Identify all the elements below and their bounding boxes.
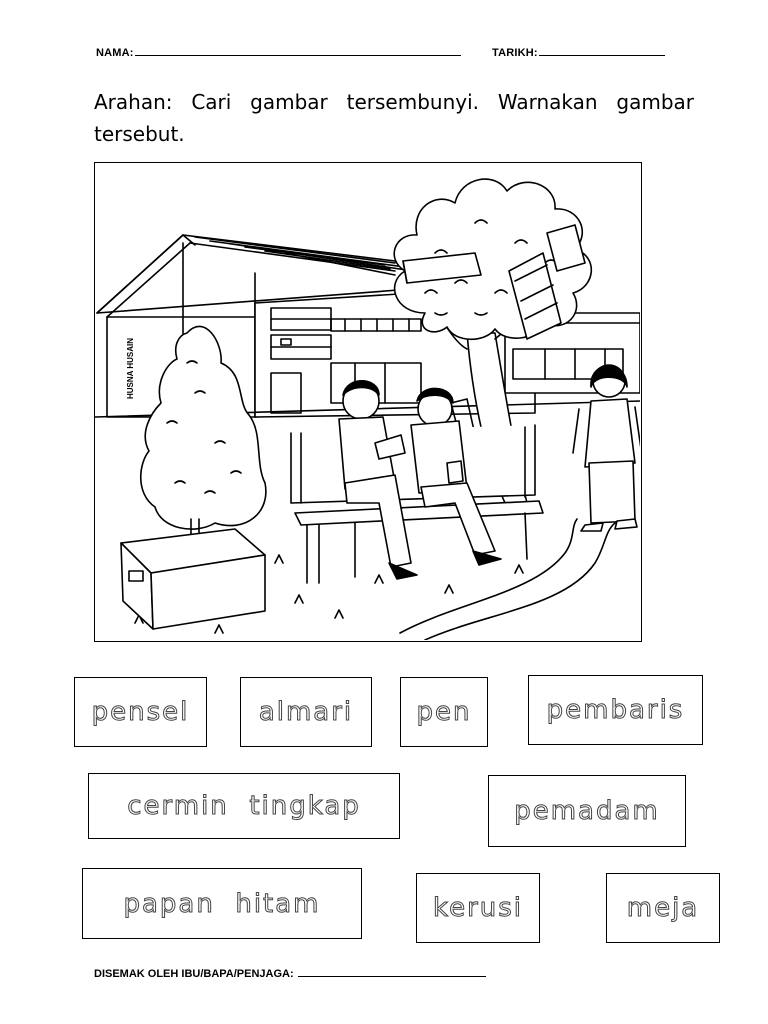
parent-signature-field[interactable] bbox=[94, 965, 486, 980]
parent-check-label: DISEMAK OLEH IBU/BAPA/PENJAGA: bbox=[94, 968, 294, 980]
word-box-cermin-tingkap[interactable] bbox=[88, 773, 400, 839]
hidden-picture-illustration[interactable] bbox=[94, 162, 642, 642]
name-blank-line[interactable] bbox=[135, 44, 461, 56]
date-label: TARIKH: bbox=[492, 47, 538, 59]
name-field[interactable] bbox=[96, 44, 461, 59]
parent-signature-line[interactable] bbox=[298, 965, 486, 977]
word-pemadam: pemadam bbox=[514, 796, 660, 826]
word-box-pen[interactable] bbox=[400, 677, 488, 747]
word-cermin-tingkap: cermin tingkap bbox=[127, 791, 361, 821]
word-pembaris: pembaris bbox=[546, 695, 685, 725]
illustrator-signature: HUSNA HUSAIN bbox=[126, 337, 135, 399]
word-pen: pen bbox=[416, 697, 472, 727]
name-label: NAMA: bbox=[96, 47, 134, 59]
instruction-text: Arahan: Cari gambar tersembunyi. Warnakan gambar tersebut. bbox=[94, 90, 694, 146]
word-almari: almari bbox=[258, 697, 354, 727]
word-papan-hitam: papan hitam bbox=[123, 888, 321, 919]
word-box-meja[interactable] bbox=[606, 873, 720, 943]
coloring-scene bbox=[95, 163, 640, 640]
word-box-kerusi[interactable] bbox=[416, 873, 540, 943]
word-pensel: pensel bbox=[91, 697, 190, 727]
word-box-pemadam[interactable] bbox=[488, 775, 686, 847]
date-field[interactable] bbox=[492, 44, 665, 59]
word-kerusi: kerusi bbox=[432, 893, 524, 923]
word-box-pensel[interactable] bbox=[74, 677, 207, 747]
word-meja: meja bbox=[626, 893, 700, 923]
word-box-almari[interactable] bbox=[240, 677, 372, 747]
date-blank-line[interactable] bbox=[539, 44, 665, 56]
word-box-papan-hitam[interactable] bbox=[82, 868, 362, 939]
word-box-pembaris[interactable] bbox=[528, 675, 703, 745]
